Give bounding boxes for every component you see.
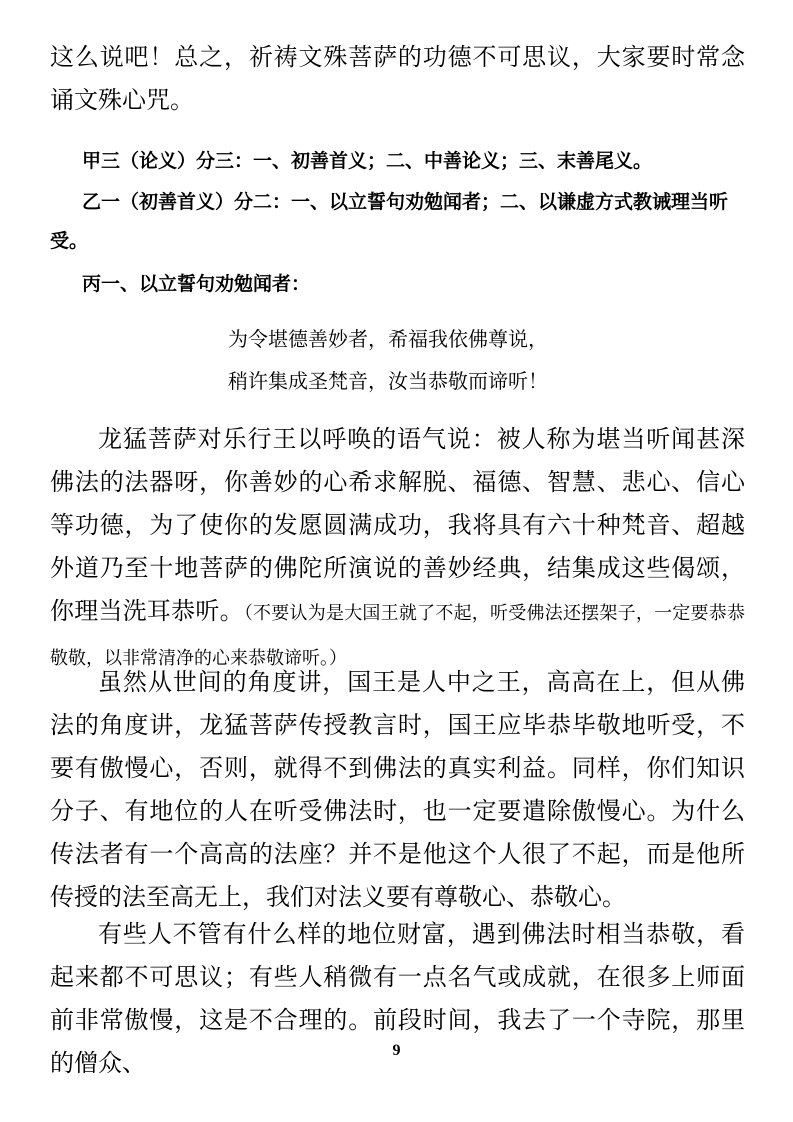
section-heading-yi1: 乙一（初善首义）分二：一、以立誓句劝勉闻者；二、以谦虚方式教诫理当听受。 bbox=[50, 191, 729, 252]
explanation-note: （不要认为是大国王就了不起，听受佛法还摆架子，一定要恭恭敬敬，以非常清净的心来恭敬谛听。） bbox=[50, 603, 745, 669]
intro-paragraph: 这么说吧！总之，祈祷文殊菩萨的功德不可思议，大家要时常念诵文殊心咒。 bbox=[50, 43, 745, 114]
page-number: 9 bbox=[392, 1042, 401, 1059]
explanation-paragraph bbox=[50, 418, 745, 680]
section-heading-bing1: 丙一、以立誓句劝勉闻者： bbox=[82, 273, 311, 295]
verse-line-2: 稍许集成圣梵音，汝当恭敬而谛听！ bbox=[228, 371, 548, 393]
people-paragraph: 有些人不管有什么样的地位财富，遇到佛法时相当恭敬，看起来都不可思议；有些人稍微有一点名气或成就，在很多上师面前非常傲慢，这是不合理的。前段时间，我去了一个寺院，那里的僧众、 bbox=[50, 920, 745, 1077]
king-paragraph: 虽然从世间的角度讲，国王是人中之王，高高在上，但从佛法的角度讲，龙猛菩萨传授教言时，国王应毕恭毕敬地听受，不要有傲慢心，否则，就得不到佛法的真实利益。同样，你们知识分子、有地位的人在听受佛法时，也一定要遣除傲慢心。为什么传法者有一个高高的法座？并不是他这个人很了不起，而是他所传授的法至高无上，我们对法义要有尊敬心、恭敬心。 bbox=[50, 668, 745, 911]
section-heading-jia3: 甲三（论义）分三：一、初善首义；二、中善论义；三、末善尾义。 bbox=[82, 150, 653, 172]
verse-line-1: 为令堪德善妙者，希福我依佛尊说， bbox=[228, 329, 548, 351]
explanation-main-text: 龙猛菩萨对乐行王以呼唤的语气说：被人称为堪当听闻甚深佛法的法器呀，你善妙的心希求解脱、福德、智慧、悲心、信心等功德，为了使你的发愿圆满成功，我将具有六十种梵音、超越外道乃至十地菩萨的佛陀所演说的善妙经典，结集成这些偈颂，你理当洗耳恭听。 bbox=[50, 425, 745, 625]
